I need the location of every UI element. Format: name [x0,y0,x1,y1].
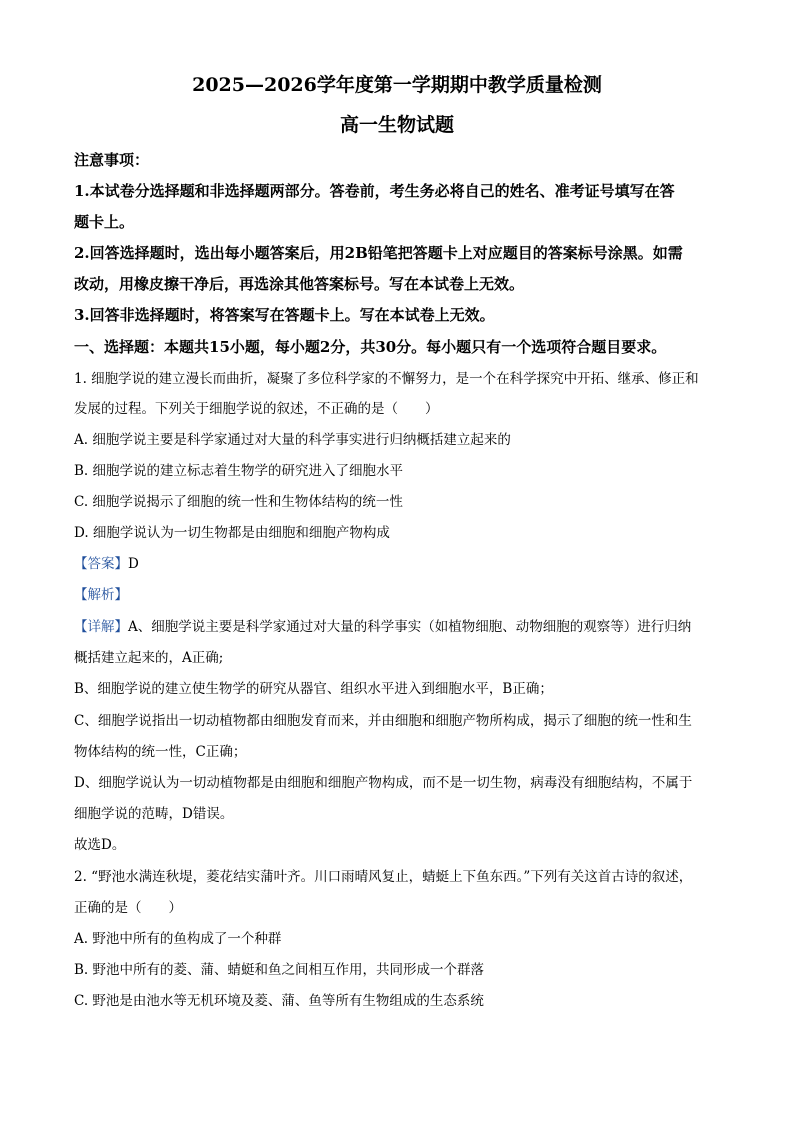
question-2-stem-line-1: 2. “野池水满连秋堤，菱花结实蒲叶齐。川口雨晴风复止，蜻蜓上下鱼东西。”下列有关这首古诗的叙述， [74,869,693,885]
page-subtitle: 高一生物试题 [339,114,454,136]
detail-line-1 [74,617,691,637]
detail-tag: 【详解】 [74,619,128,635]
question-1-option-a: A. 细胞学说主要是科学家通过对大量的科学事实进行归纳概括建立起来的 [74,432,511,448]
section-heading: 一、选择题：本题共15小题，每小题2分，共30分。每小题只有一个选项符合题目要求。 [74,338,667,356]
question-2-stem-line-2: 正确的是（ ） [74,900,182,916]
conclusion-line: 故选D。 [74,837,126,853]
detail-text-1: A、细胞学说主要是科学家通过对大量的科学事实（如植物细胞、动物细胞的观察等）进行归纳 [128,619,692,635]
detail-line-4: C、细胞学说指出一切动植物都由细胞发育而来，并由细胞和细胞产物所构成，揭示了细胞的统一性和生 [74,713,692,729]
detail-line-6: D、细胞学说认为一切动植物都是由细胞和细胞产物构成，而不是一切生物，病毒没有细胞结构，不属于 [74,775,693,791]
detail-line-3: B、细胞学说的建立使生物学的研究从器官、组织水平进入到细胞水平，B正确； [74,681,553,697]
page-title: 2025—2026学年度第一学期期中教学质量检测 [192,74,602,96]
detail-line-7: 细胞学说的范畴，D错误。 [74,806,234,822]
notice-item-2-line-2: 改动，用橡皮擦干净后，再选涂其他答案标号。写在本试卷上无效。 [74,275,525,293]
question-1-option-c: C. 细胞学说揭示了细胞的统一性和生物体结构的统一性 [74,494,403,510]
notice-item-1-line-1: 1.本试卷分选择题和非选择题两部分。答卷前，考生务必将自己的姓名、准考证号填写在答 [74,182,675,200]
question-1-stem-line-1: 1. 细胞学说的建立漫长而曲折，凝聚了多位科学家的不懈努力，是一个在科学探究中开拓、继承、修正和 [74,371,699,387]
answer-value: D [128,556,139,572]
question-1-option-b: B. 细胞学说的建立标志着生物学的研究进入了细胞水平 [74,463,404,479]
answer-tag: 【答案】 [74,556,128,572]
notice-item-1-line-2: 题卡上。 [74,213,135,231]
question-2-option-c: C. 野池是由池水等无机环境及菱、蒲、鱼等所有生物组成的生态系统 [74,993,484,1009]
analysis-tag: 【解析】 [74,587,128,603]
notice-item-2-line-1: 2.回答选择题时，选出每小题答案后，用2B铅笔把答题卡上对应题目的答案标号涂黑。如需 [74,244,683,262]
detail-line-5: 物体结构的统一性，C正确； [74,744,247,760]
question-2-option-b: B. 野池中所有的菱、蒲、蜻蜓和鱼之间相互作用，共同形成一个群落 [74,962,485,978]
notice-item-3: 3.回答非选择题时，将答案写在答题卡上。写在本试卷上无效。 [74,306,495,324]
answer-line [74,554,139,574]
question-1-stem-line-2: 发展的过程。下列关于细胞学说的叙述，不正确的是（ ） [74,401,439,417]
question-1-option-d: D. 细胞学说认为一切生物都是由细胞和细胞产物构成 [74,525,390,541]
question-2-option-a: A. 野池中所有的鱼构成了一个种群 [74,931,282,947]
detail-line-2: 概括建立起来的，A正确; [74,650,224,666]
notice-heading: 注意事项： [74,151,150,169]
analysis-line [74,585,128,605]
